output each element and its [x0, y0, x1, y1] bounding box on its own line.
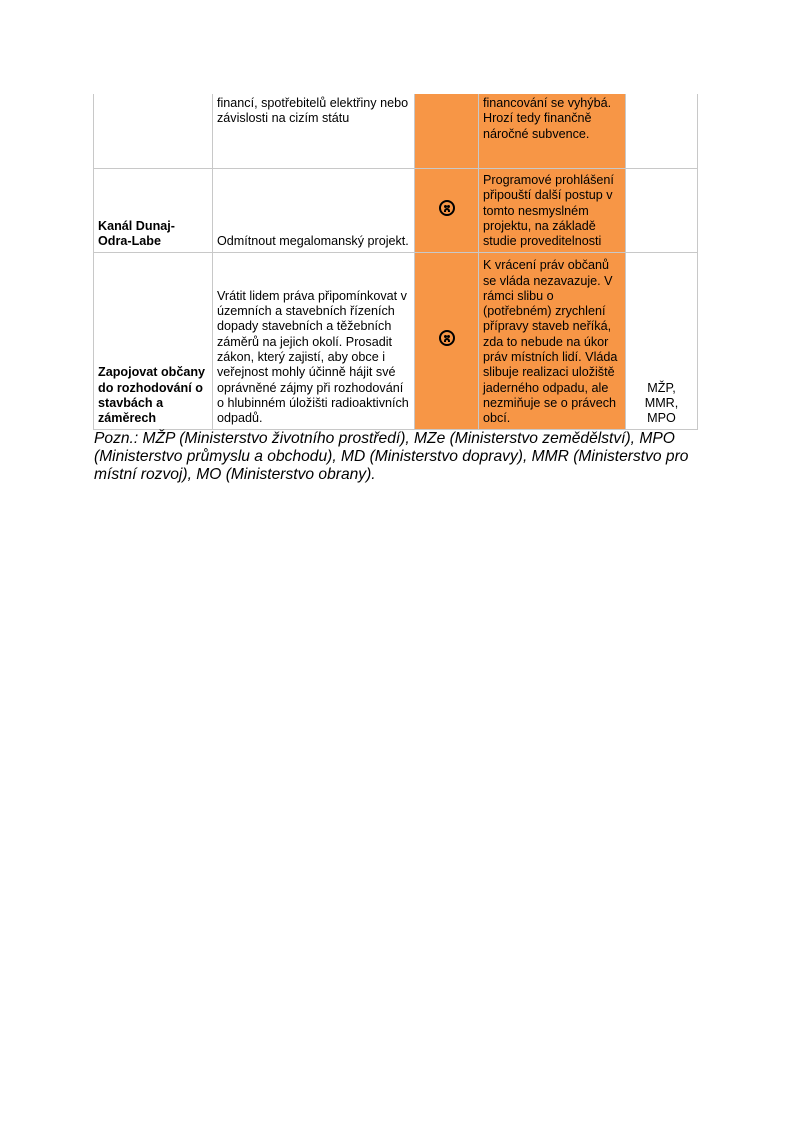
sad-face-icon [439, 330, 455, 346]
comment-cell: Programové prohlášení připouští další postup v tomto nesmyslném projektu, na základě studie proveditelnosti [479, 168, 626, 252]
table-row [94, 252, 698, 429]
rating-cell [415, 168, 479, 252]
proposal-cell: financí, spotřebitelů elektřiny nebo závislosti na cizím státu [213, 94, 415, 168]
goal-cell: Kanál Dunaj-Odra-Labe [94, 168, 213, 252]
comment-cell: financování se vyhýbá. Hrozí tedy finančně náročné subvence. [479, 94, 626, 168]
rating-cell [415, 252, 479, 429]
proposal-cell: Odmítnout megalomanský projekt. [213, 168, 415, 252]
ministry-cell [626, 94, 698, 168]
table-row [94, 94, 698, 168]
comment-cell: K vrácení práv občanů se vláda nezavazuje. V rámci slibu o (potřebném) zrychlení přípravy staveb neříká, zda to nebude na úkor práv místních lidí. Vláda slibuje realizaci uložiště jaderného odpadu, ale nezmiňuje se o právech obcí. [479, 252, 626, 429]
sad-face-icon [439, 200, 455, 216]
rating-cell [415, 94, 479, 168]
ministry-cell: MŽP, MMR, MPO [626, 252, 698, 429]
evaluation-table [93, 94, 698, 430]
ministry-cell [626, 168, 698, 252]
proposal-cell: Vrátit lidem práva připomínkovat v územních a stavebních řízeních dopady stavebních a těžebních záměrů na jejich okolí. Prosadit zákon, který zajistí, aby obce i veřejnost mohly účinně hájit své oprávněné zájmy při rozhodování o hlubinném úložišti radioaktivních odpadů. [213, 252, 415, 429]
goal-cell [94, 94, 213, 168]
footnote: Pozn.: MŽP (Ministerstvo životního prostředí), MZe (Ministerstvo zemědělství), MPO (Ministerstvo průmyslu a obchodu), MD (Ministerstvo dopravy), MMR (Ministerstvo pro místní rozvoj), MO (Ministerstvo obrany). [94, 430, 689, 483]
table-row [94, 168, 698, 252]
goal-cell: Zapojovat občany do rozhodování o stavbách a záměrech [94, 252, 213, 429]
